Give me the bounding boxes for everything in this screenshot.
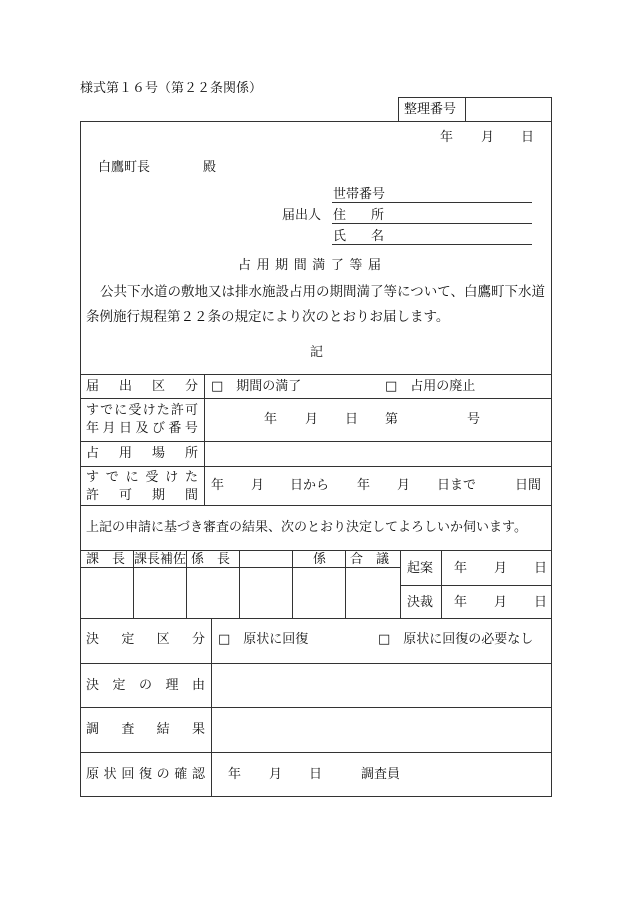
period-to-day[interactable]: 日まで	[437, 478, 477, 493]
decision-reason-field[interactable]	[213, 665, 550, 705]
household-number-line[interactable]	[332, 202, 532, 203]
decided-month[interactable]: 月	[494, 595, 508, 610]
survey-result-field[interactable]	[213, 709, 550, 750]
period-from-day[interactable]: 日から	[290, 478, 330, 493]
permit-period-label: す で に 受 け た 許 可 期 間	[86, 470, 198, 503]
survey-result-label: 調 査 結 果	[86, 722, 205, 737]
restoration-confirm-label: 原 状 回 復 の 確 認	[86, 767, 205, 782]
occupancy-place-field[interactable]	[206, 443, 550, 464]
header-assistant-chief: 課長補佐	[134, 552, 187, 567]
stamp-cell-consultation[interactable]	[346, 568, 399, 617]
period-to-year[interactable]: 年	[357, 478, 371, 493]
form-number: 様式第１６号（第２２条関係）	[80, 81, 263, 96]
inspector-field[interactable]	[405, 758, 548, 792]
period-from-year[interactable]: 年	[211, 478, 225, 493]
occupancy-place-label: 占 用 場 所	[86, 446, 198, 461]
header-unit-chief: 係 長	[191, 552, 231, 567]
stamp-cell-section-chief[interactable]	[81, 568, 132, 617]
option-no-restore-needed[interactable]: □ 原状に回復の必要なし	[378, 632, 534, 647]
date-day: 日	[521, 130, 535, 145]
confirm-year[interactable]: 年	[228, 767, 242, 782]
document-title: 占 用 期 間 満 了 等 届	[238, 258, 381, 273]
header-section-chief: 課 長	[86, 552, 126, 567]
honorific: 殿	[203, 160, 217, 175]
stamp-cell-staff[interactable]	[293, 568, 344, 617]
applicant-label: 届出人	[282, 208, 322, 223]
date-month: 月	[481, 130, 495, 145]
ki-heading: 記	[310, 345, 324, 360]
addressee: 白鷹町長	[98, 160, 151, 175]
period-to-month[interactable]: 月	[397, 478, 411, 493]
drafted-label: 起案	[407, 561, 434, 576]
approval-request-text: 上記の申請に基づき審査の結果、次のとおり決定してよろしいか伺います。	[86, 520, 527, 535]
option-restore[interactable]: □ 原状に回復	[218, 632, 309, 647]
address-line[interactable]	[332, 223, 532, 224]
decided-year[interactable]: 年	[454, 595, 468, 610]
body-text-line2: 条例施行規程第２２条の規定により次のとおりお届します。	[86, 309, 450, 325]
name-label: 氏 名	[333, 229, 384, 244]
drafted-day[interactable]: 日	[534, 561, 548, 576]
header-staff: 係	[313, 552, 327, 567]
period-from-month[interactable]: 月	[251, 478, 265, 493]
decided-day[interactable]: 日	[534, 595, 548, 610]
reference-number-field[interactable]	[467, 99, 549, 120]
date-year: 年	[440, 130, 454, 145]
body-text-line1: 公共下水道の敷地又は排水施設占用の期間満了等について、白鷹町下水道	[100, 284, 545, 300]
stamp-cell-assistant-chief[interactable]	[134, 568, 185, 617]
decided-label: 決裁	[407, 595, 434, 610]
permit-number-prefix[interactable]: 第	[385, 412, 399, 427]
permit-number-suffix[interactable]: 号	[467, 412, 481, 427]
address-label: 住 所	[333, 208, 384, 223]
permit-day[interactable]: 日	[345, 412, 359, 427]
confirm-month[interactable]: 月	[269, 767, 283, 782]
permit-year[interactable]: 年	[264, 412, 278, 427]
decision-reason-label: 決 定 の 理 由	[86, 678, 205, 693]
header-consultation: 合 議	[350, 552, 390, 567]
decision-type-label: 決 定 区 分	[86, 632, 205, 647]
permit-date-number-label: す で に 受 け た 許 可 年 月 日 及 び 番 号	[86, 403, 198, 436]
permit-month[interactable]: 月	[305, 412, 319, 427]
drafted-year[interactable]: 年	[454, 561, 468, 576]
report-type-label: 届 出 区 分	[86, 379, 198, 394]
option-occupancy-abolished[interactable]: □ 占用の廃止	[385, 379, 476, 394]
reference-number-label: 整理番号	[404, 102, 457, 117]
confirm-day[interactable]: 日	[309, 767, 323, 782]
period-days[interactable]: 日間	[515, 478, 542, 493]
stamp-cell-unit-chief[interactable]	[187, 568, 238, 617]
name-line[interactable]	[332, 244, 532, 245]
stamp-cell-blank[interactable]	[240, 568, 291, 617]
drafted-month[interactable]: 月	[494, 561, 508, 576]
household-number-label: 世帯番号	[333, 187, 386, 202]
option-period-expiry[interactable]: □ 期間の満了	[211, 379, 302, 394]
inspector-label: 調査員	[361, 767, 401, 782]
